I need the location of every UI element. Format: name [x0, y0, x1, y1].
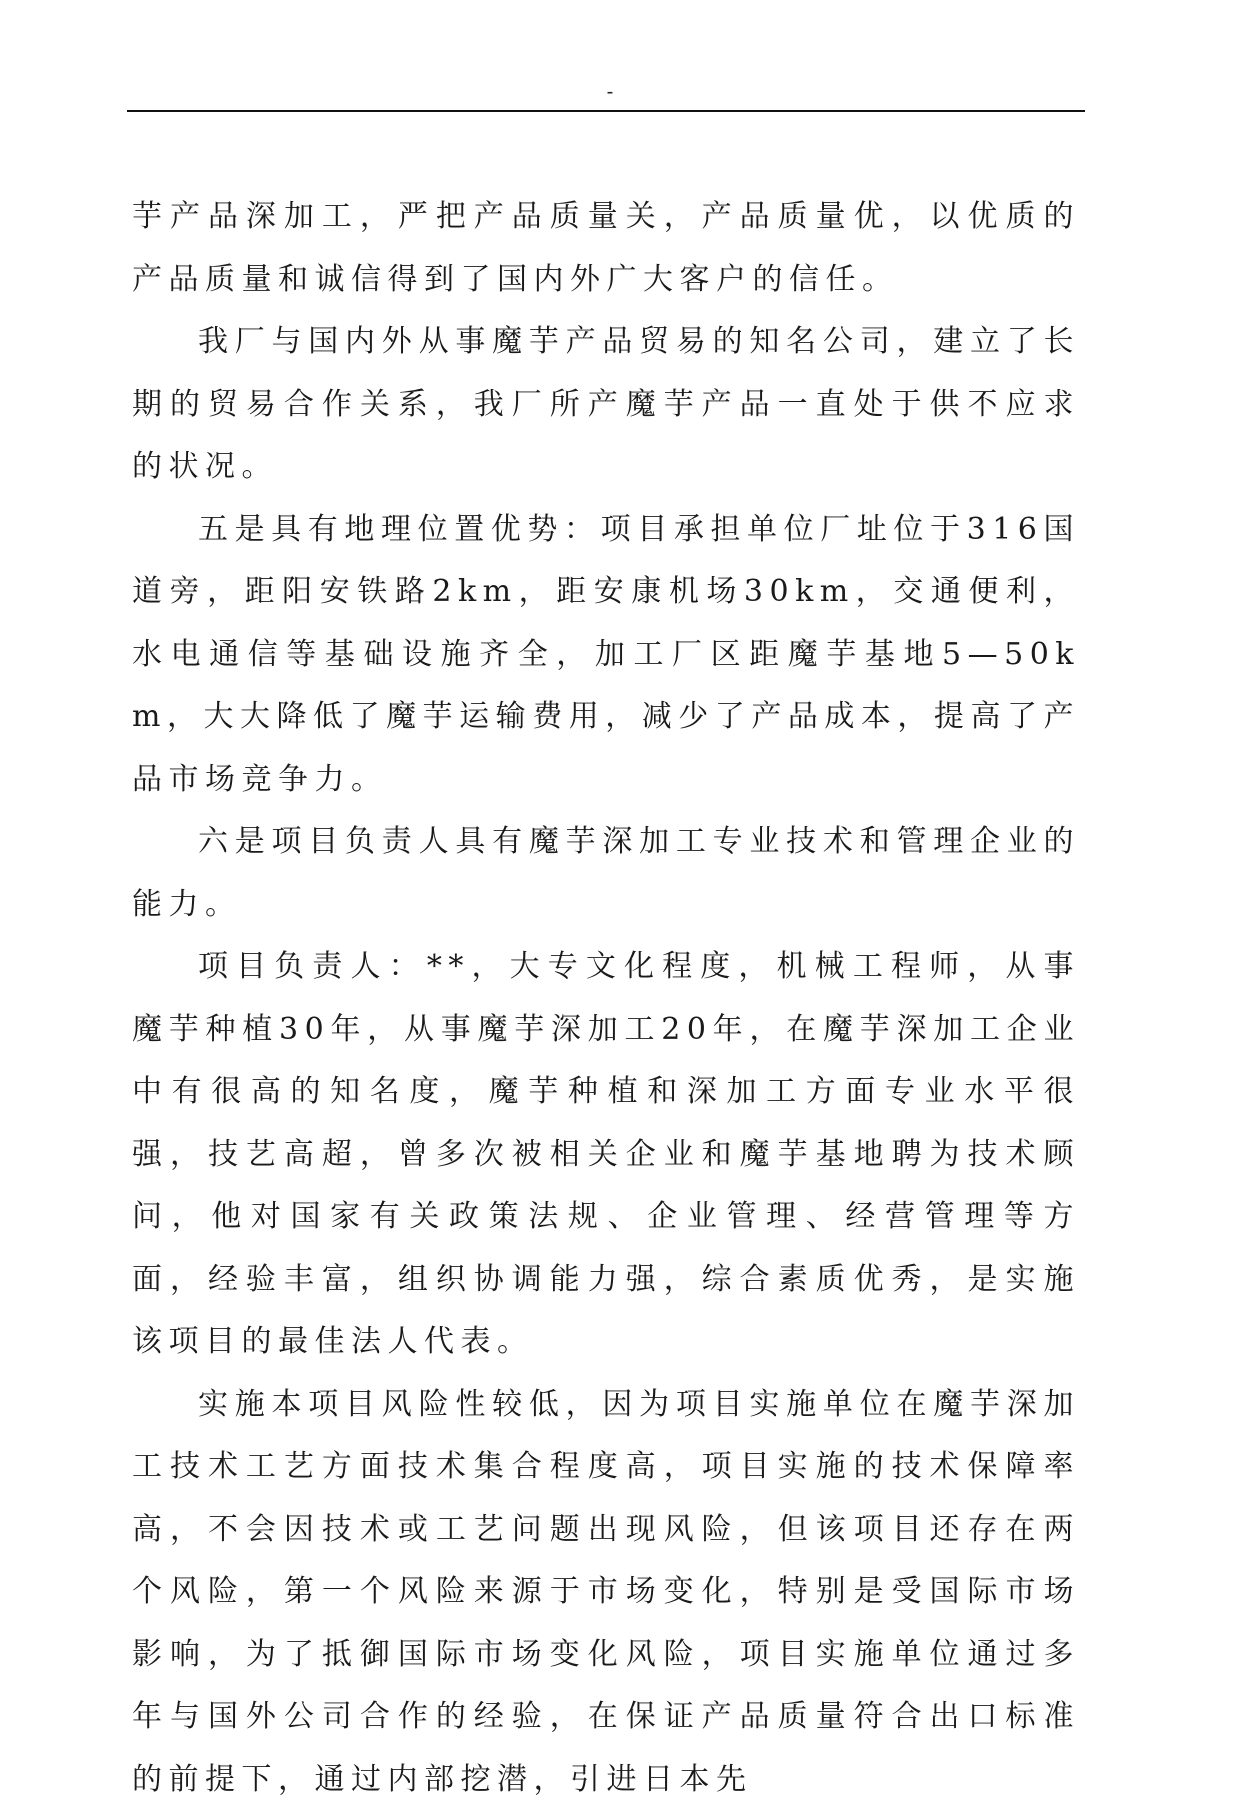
- document-body: [132, 186, 1080, 1811]
- paragraph-continuation: 芋产品深加工，严把产品质量关，产品质量优，以优质的产品质量和诚信得到了国内外广大客户的信任。: [132, 186, 1080, 311]
- paragraph-project-risk: 实施本项目风险性较低，因为项目实施单位在魔芋深加工技术工艺方面技术集合程度高，项目实施的技术保障率高，不会因技术或工艺问题出现风险，但该项目还存在两个风险，第一个风险来源于市场变化，特别是受国际市场影响，为了抵御国际市场变化风险，项目实施单位通过多年与国外公司合作的经验，在保证产品质量符合出口标准的前提下，通过内部挖潜，引进日本先: [132, 1374, 1080, 1811]
- page-header-mark: -: [600, 82, 620, 102]
- paragraph-location-advantage: 五是具有地理位置优势：项目承担单位厂址位于316国道旁，距阳安铁路2km，距安康机场30km，交通便利，水电通信等基础设施齐全，加工厂区距魔芋基地5—50km，大大降低了魔芋运输费用，减少了产品成本，提高了产品市场竞争力。: [132, 499, 1080, 812]
- paragraph-project-leader: 项目负责人：**，大专文化程度，机械工程师，从事魔芋种植30年，从事魔芋深加工20年，在魔芋深加工企业中有很高的知名度，魔芋种植和深加工方面专业水平很强，技艺高超，曾多次被相关企业和魔芋基地聘为技术顾问，他对国家有关政策法规、企业管理、经营管理等方面，经验丰富，组织协调能力强，综合素质优秀，是实施该项目的最佳法人代表。: [132, 936, 1080, 1374]
- paragraph-trade-cooperation: 我厂与国内外从事魔芋产品贸易的知名公司，建立了长期的贸易合作关系，我厂所产魔芋产品一直处于供不应求的状况。: [132, 311, 1080, 499]
- paragraph-leader-capability: 六是项目负责人具有魔芋深加工专业技术和管理企业的能力。: [132, 811, 1080, 936]
- header-divider: [127, 110, 1085, 112]
